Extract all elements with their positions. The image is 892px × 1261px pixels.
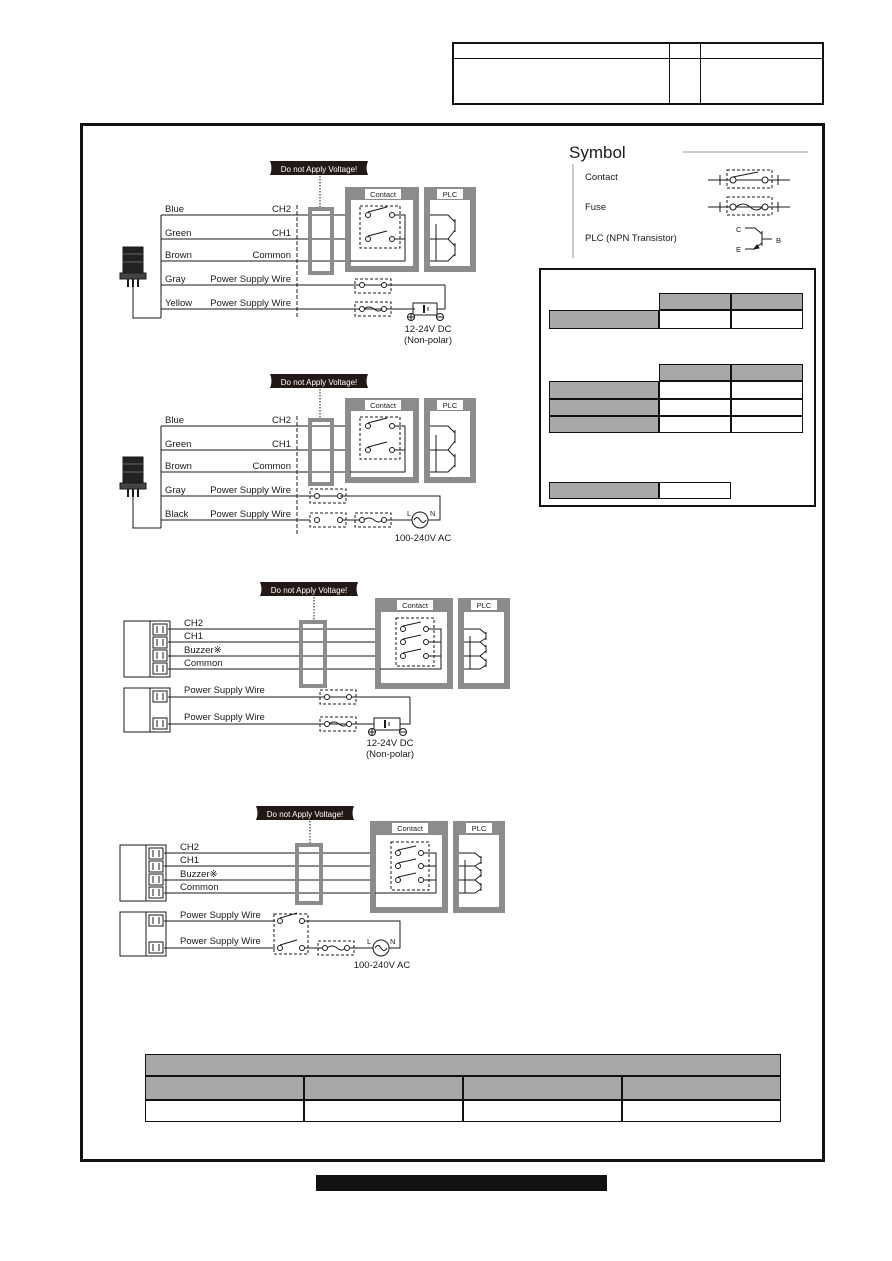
diagram-1 — [120, 161, 476, 346]
terminal-label: Power Supply Wire — [184, 712, 265, 723]
terminal-label: Common — [252, 250, 291, 261]
terminal-block — [124, 688, 170, 732]
wire-color-label: Gray — [165, 274, 186, 285]
ac-l-label: L — [407, 509, 412, 518]
contact-box-label: Contact — [402, 601, 428, 610]
supply-label: 12-24V DC — [404, 324, 452, 335]
wire-color-label: Black — [165, 509, 189, 520]
warning-label: Do not Apply Voltage! — [270, 586, 348, 595]
contact-box-label: Contact — [397, 824, 423, 833]
input-block — [310, 420, 332, 484]
input-block — [310, 209, 332, 273]
terminal-label: Power Supply Wire — [210, 509, 291, 520]
terminal-block — [120, 845, 166, 901]
wire-color-label: Brown — [165, 250, 192, 261]
transistor-pin-b: B — [776, 236, 782, 245]
terminal-label: CH2 — [184, 618, 204, 629]
npn-transistor-icon — [736, 225, 781, 254]
plc-box-label: PLC — [476, 601, 492, 610]
terminal-label: Common — [184, 658, 223, 669]
terminal-label: CH1 — [180, 855, 200, 866]
terminal-block — [124, 621, 170, 677]
supply-label: 100-240V AC — [353, 960, 411, 971]
diagram-4 — [120, 806, 505, 971]
diagram-2 — [120, 374, 476, 544]
terminal-label: Power Supply Wire — [210, 485, 291, 496]
dc-supply-icon — [374, 718, 400, 730]
transistor-pin-e: E — [736, 245, 742, 254]
contact-box-label: Contact — [370, 401, 396, 410]
wire-color-label: Brown — [165, 461, 192, 472]
symbol-plc-label: PLC (NPN Transistor) — [585, 233, 677, 244]
plc-box-label: PLC — [471, 824, 487, 833]
supply-label: 12-24V DC — [366, 738, 414, 749]
input-block — [301, 622, 325, 686]
terminal-label: CH1 — [184, 631, 204, 642]
symbol-fuse-label: Fuse — [585, 202, 607, 213]
terminal-label: Buzzer※ — [184, 645, 222, 656]
symbol-contact-label: Contact — [585, 172, 618, 183]
symbol-legend — [569, 143, 808, 258]
terminal-label: CH2 — [271, 415, 291, 426]
signal-tower-icon — [120, 247, 146, 287]
warning-label: Do not Apply Voltage! — [266, 810, 344, 819]
wire-color-label: Yellow — [165, 298, 193, 309]
terminal-label: CH1 — [271, 439, 291, 450]
terminal-label: Buzzer※ — [180, 869, 218, 880]
wire-color-label: Blue — [165, 204, 185, 215]
signal-tower-icon — [120, 457, 146, 497]
transistor-pin-c: C — [736, 225, 742, 234]
terminal-label: CH2 — [180, 842, 200, 853]
terminal-label: Power Supply Wire — [184, 685, 265, 696]
symbol-title: Symbol — [569, 143, 626, 162]
wire-color-label: Blue — [165, 415, 185, 426]
ac-n-label: N — [430, 509, 436, 518]
ac-l-label: L — [367, 937, 372, 946]
terminal-label: CH1 — [271, 228, 291, 239]
supply-note: (Non-polar) — [403, 335, 453, 346]
terminal-label: Power Supply Wire — [180, 936, 261, 947]
fuse-icon — [708, 197, 790, 215]
terminal-label: Common — [180, 882, 219, 893]
wire-color-label: Green — [165, 439, 192, 450]
terminal-label: Power Supply Wire — [180, 910, 261, 921]
terminal-label: Power Supply Wire — [210, 274, 291, 285]
wire-color-label: Gray — [165, 485, 186, 496]
terminal-block — [120, 912, 166, 956]
warning-label: Do not Apply Voltage! — [280, 378, 358, 387]
supply-note: (Non-polar) — [365, 749, 415, 760]
plc-box-label: PLC — [442, 401, 458, 410]
plc-box-label: PLC — [442, 190, 458, 199]
input-block — [297, 845, 321, 903]
terminal-label: Common — [252, 461, 291, 472]
terminal-label: Power Supply Wire — [210, 298, 291, 309]
wire-color-label: Green — [165, 228, 192, 239]
ac-n-label: N — [390, 937, 396, 946]
warning-label: Do not Apply Voltage! — [280, 165, 358, 174]
contact-box-label: Contact — [370, 190, 396, 199]
supply-label: 100-240V AC — [394, 533, 452, 544]
terminal-label: CH2 — [271, 204, 291, 215]
diagram-3 — [124, 582, 510, 760]
contact-switch-icon — [708, 170, 790, 188]
